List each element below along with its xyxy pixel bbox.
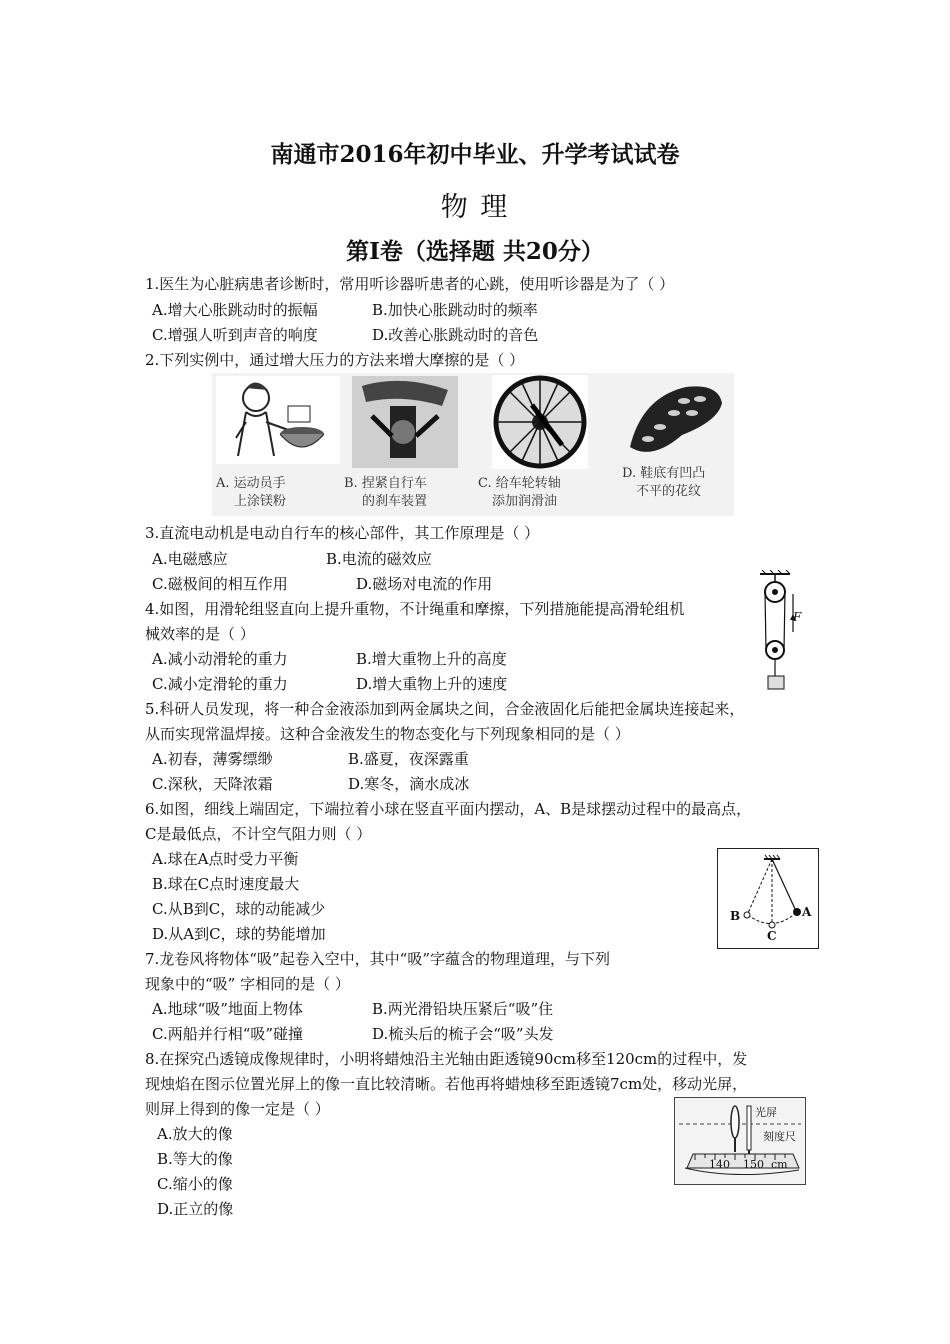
point-c-label: C (767, 929, 777, 943)
q4-option-c: C.减小定滑轮的重力 (152, 675, 288, 693)
q5-option-b: B.盛夏，夜深露重 (348, 750, 469, 768)
q2-figure (212, 373, 734, 516)
q4-option-a: A.减小动滑轮的重力 (152, 650, 288, 668)
q4-line-2: 械效率的是（ ） (145, 625, 255, 643)
screen-label: 光屏 (755, 1106, 777, 1119)
shoe-image (622, 377, 730, 467)
q2-caption-b2: 的刹车装置 (362, 494, 428, 509)
athlete-image (216, 376, 340, 464)
q4-line-1: 4.如图，用滑轮组竖直向上提升重物，不计绳重和摩擦，下列措施能提高滑轮组机 (145, 600, 685, 618)
q1-option-b: B.加快心胀跳动时的频率 (372, 301, 538, 319)
q6-line-2: C是最低点，不计空气阻力则（ ） (145, 825, 372, 843)
q6-option-a: A.球在A点时受力平衡 (152, 850, 299, 868)
brake-image (352, 376, 458, 468)
q5-line-2: 从而实现常温焊接。这种合金液发生的物态变化与下列现象相同的是（ ） (145, 725, 630, 743)
point-b-label: B (730, 909, 741, 923)
q3-stem: 3.直流电动机是电动自行车的核心部件，其工作原理是（ ） (145, 524, 540, 542)
q5-option-c: C.深秋，天降浓霜 (152, 775, 273, 793)
q8-line-2: 现烛焰在图示位置光屏上的像一直比较清晰。若他再将蜡烛移至距透镜7cm处，移动光屏， (145, 1075, 748, 1093)
q8-line-1: 8.在探究凸透镜成像规律时，小明将蜡烛沿主光轴由距透镜90cm移至120cm的过程中，发 (145, 1050, 748, 1068)
q6-option-d: D.从A到C，球的势能增加 (152, 925, 326, 943)
q3-option-d: D.磁场对电流的作用 (356, 575, 493, 593)
q8-option-d: D.正立的像 (157, 1200, 234, 1218)
unit-label: cm (771, 1158, 788, 1171)
q6-option-c: C.从B到C，球的动能减少 (152, 900, 326, 918)
q2-caption-c2: 添加润滑油 (492, 494, 558, 509)
q7-option-d: D.梳头后的梳子会“吸”头发 (372, 1025, 554, 1043)
q3-option-b: B.电流的磁效应 (326, 550, 432, 568)
lens-ruler-figure (674, 1097, 806, 1185)
q7-line-1: 7.龙卷风将物体“吸”起卷入空中，其中“吸”字蕴含的物理道理，与下列 (145, 950, 610, 968)
q8-option-b: B.等大的像 (157, 1150, 233, 1168)
q2-caption-a1: A. 运动员手 (216, 476, 286, 491)
q2-caption-d2: 不平的花纹 (636, 484, 702, 499)
tick-150: 150 (743, 1158, 764, 1171)
pendulum-figure (717, 848, 819, 949)
q2-stem: 2.下列实例中，通过增大压力的方法来增大摩擦的是（ ） (145, 351, 525, 369)
pulley-figure (756, 570, 806, 692)
q1-option-c: C.增强人听到声音的响度 (152, 326, 318, 344)
q2-caption-d1: D. 鞋底有凹凸 (622, 466, 706, 481)
q3-option-c: C.磁极间的相互作用 (152, 575, 288, 593)
q5-option-d: D.寒冬，滴水成冰 (348, 775, 470, 793)
q1-option-a: A.增大心胀跳动时的振幅 (152, 301, 318, 319)
section-title: 第Ⅰ卷（选择题 共20分） (346, 238, 604, 265)
q6-line-1: 6.如图，细线上端固定，下端拉着小球在竖直平面内摆动，A、B是球摆动过程中的最高点， (145, 800, 752, 818)
q7-line-2: 现象中的“吸” 字相同的是（ ） (145, 975, 350, 993)
subject-title: 物 理 (440, 192, 510, 223)
q5-option-a: A.初春，薄雾缥缈 (152, 750, 273, 768)
tick-140: 140 (709, 1158, 730, 1171)
q6-option-b: B.球在C点时速度最大 (152, 875, 300, 893)
q8-option-c: C.缩小的像 (157, 1175, 233, 1193)
q5-line-1: 5.科研人员发现，将一种合金液添加到两金属块之间，合金液固化后能把金属块连接起来， (145, 700, 745, 718)
q7-option-c: C.两船并行相“吸”碰撞 (152, 1025, 304, 1043)
q7-option-a: A.地球“吸”地面上物体 (152, 1000, 303, 1018)
force-label: F (793, 610, 802, 624)
q1-option-d: D.改善心胀跳动时的音色 (372, 326, 539, 344)
q4-option-d: D.增大重物上升的速度 (356, 675, 508, 693)
q3-option-a: A.电磁感应 (152, 550, 228, 568)
q8-line-3: 则屏上得到的像一定是（ ） (145, 1100, 330, 1118)
q4-option-b: B.增大重物上升的高度 (356, 650, 507, 668)
q7-option-b: B.两光滑铅块压紧后“吸”住 (372, 1000, 554, 1018)
q1-stem: 1.医生为心脏病患者诊断时，常用听诊器听患者的心跳，使用听诊器是为了（ ） (145, 275, 675, 293)
q2-caption-b1: B. 捏紧自行车 (344, 476, 427, 491)
q8-option-a: A.放大的像 (157, 1125, 233, 1143)
q2-caption-a2: 上涂镁粉 (234, 494, 287, 509)
ruler-label: 刻度尺 (763, 1130, 796, 1143)
q2-caption-c1: C. 给车轮转轴 (478, 476, 561, 491)
exam-title: 南通市2016年初中毕业、升学考试试卷 (270, 141, 680, 168)
point-a-label: A (802, 905, 812, 919)
wheel-image (492, 375, 588, 469)
